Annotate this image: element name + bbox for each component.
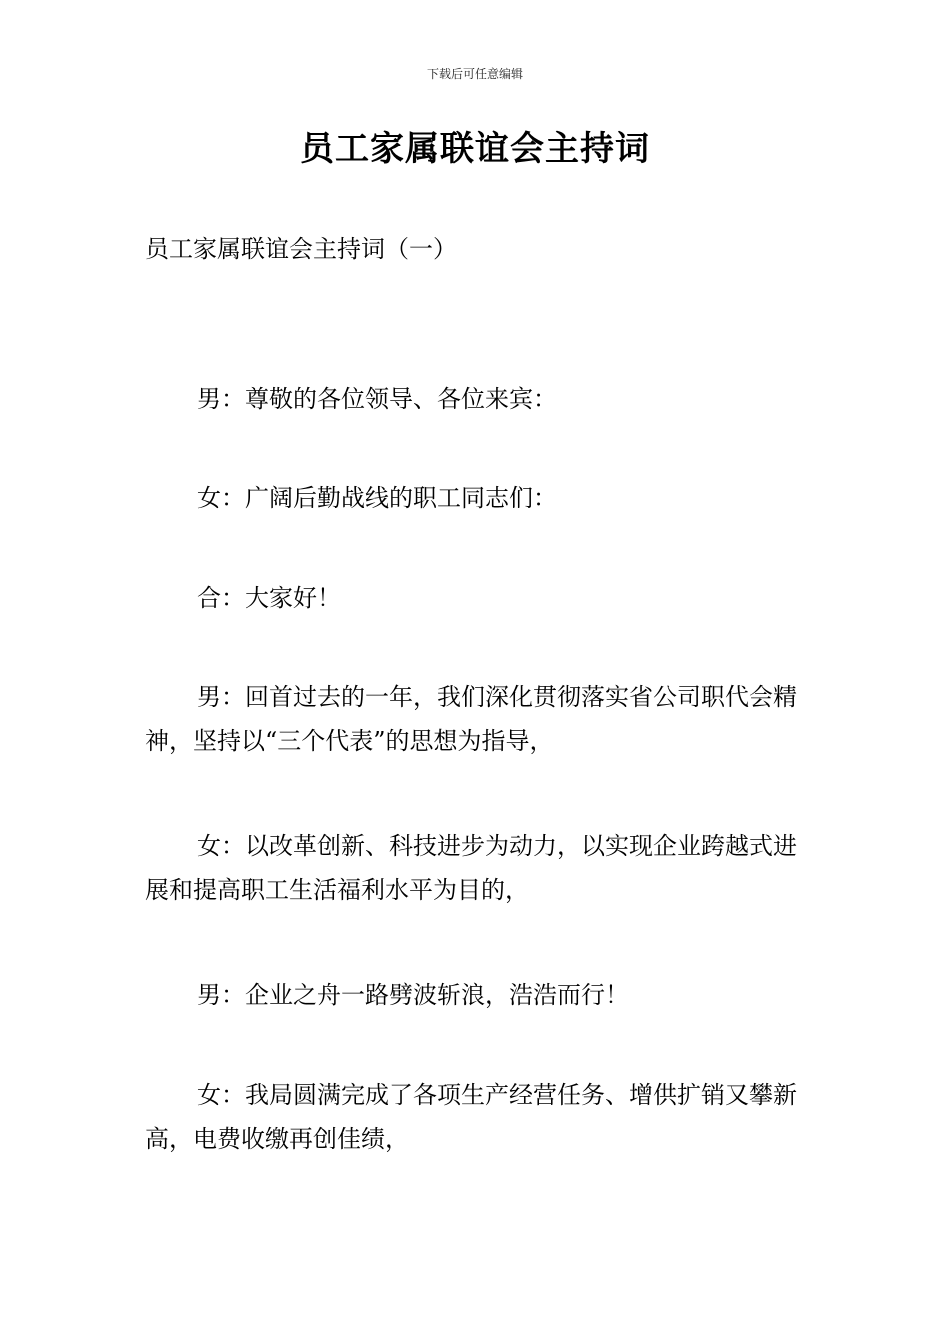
paragraph: 合：大家好！: [197, 584, 341, 612]
paragraph: 女：广阔后勤战线的职工同志们：: [197, 484, 557, 512]
paragraph: 男：尊敬的各位领导、各位来宾：: [197, 385, 557, 413]
document-subtitle: 员工家属联谊会主持词（一）: [145, 235, 457, 263]
paragraph: 女：以改革创新、科技进步为动力，以实现企业跨越式进展和提高职工生活福利水平为目的，: [145, 832, 797, 904]
paragraph: 男：企业之舟一路劈波斩浪，浩浩而行！: [197, 981, 629, 1009]
header-note: 下载后可任意编辑: [426, 67, 523, 81]
paragraph: 男：回首过去的一年，我们深化贯彻落实省公司职代会精神，坚持以“三个代表”的思想为指导，: [145, 683, 797, 755]
document-title: 员工家属联谊会主持词: [300, 129, 650, 169]
paragraph: 女：我局圆满完成了各项生产经营任务、增供扩销又攀新高，电费收缴再创佳绩，: [145, 1081, 797, 1153]
